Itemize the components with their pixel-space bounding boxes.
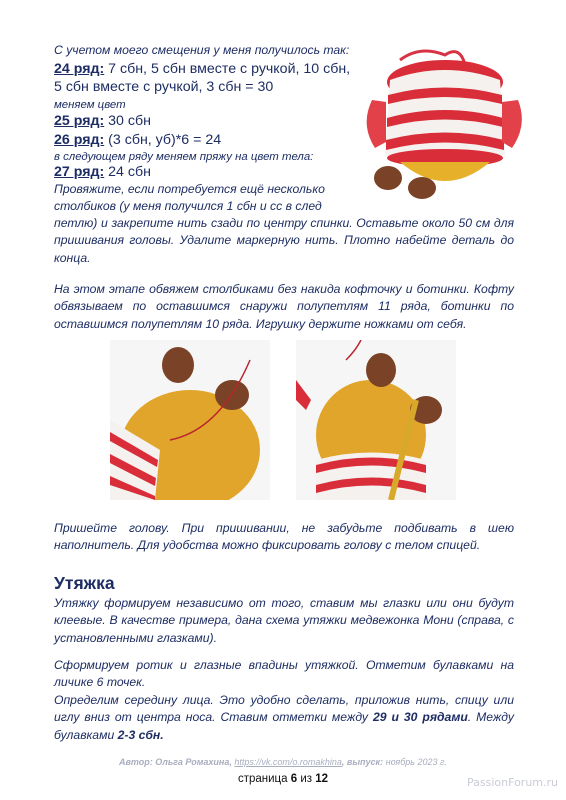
page-word: страница bbox=[237, 773, 288, 785]
row-26-label: 26 ряд: bbox=[54, 132, 105, 148]
paragraph-5b-mid: . Между булавками bbox=[54, 710, 514, 742]
paragraph-2: На этом этапе обвяжем столбиками без накида кофточку и ботинки. Кофту обвязываем по оставшимся снаружи полупетлям 11 ряда, ботинки по оставшимся полупетлям 10 ряда. Игрушку держите ножками от себя. bbox=[54, 282, 514, 331]
paragraph-5b-stitches: 2-3 сбн. bbox=[117, 727, 164, 742]
intro-text: С учетом моего смещения у меня получилось так: bbox=[54, 43, 350, 57]
row-25-label: 25 ряд: bbox=[54, 113, 105, 129]
footer-author-label: Автор: bbox=[119, 757, 153, 767]
section-heading: Утяжка bbox=[54, 573, 115, 593]
toy-body-illustration bbox=[360, 40, 525, 200]
paragraph-3: Пришейте голову. При пришивании, не забудьте подбивать в шею наполнитель. Для удобства можно фиксировать голову с телом спицей. bbox=[54, 521, 514, 553]
note-body-color: в следующем ряду меняем пряжу на цвет тела: bbox=[54, 151, 314, 163]
toy-right-illustration bbox=[296, 340, 456, 500]
footer-issue-label: , выпуск: bbox=[341, 757, 384, 767]
photo-left-crochet bbox=[110, 340, 270, 500]
row-26-text: (3 сбн, уб)*6 = 24 bbox=[108, 132, 222, 148]
row-27-label: 27 ряд: bbox=[54, 164, 105, 180]
row-24-cont: 5 сбн вместе с ручкой, 3 сбн = 30 bbox=[54, 79, 274, 95]
footer-author-name: Ольга Ромахина, bbox=[155, 757, 232, 767]
row-27 bbox=[54, 163, 151, 182]
row-26 bbox=[54, 131, 221, 150]
toy-left-illustration bbox=[110, 340, 270, 500]
paragraph-4: Утяжку формируем независимо от того, ставим мы глазки или они будут клеевые. В качестве примера, дана схема утяжки медвежонка Мони (справа, с установленными глазками). bbox=[54, 596, 514, 645]
paragraph-1-line-1: Провяжите, если потребуется ещё несколько bbox=[54, 182, 325, 196]
paragraph-5b bbox=[54, 692, 514, 744]
page-current: 6 bbox=[290, 773, 298, 785]
paragraph-5b-pre: Определим середину лица. Это удобно сделать, приложив нить, спицу или иглу вниз от центра носа. Ставим отметки между bbox=[54, 693, 514, 725]
page-total: 12 bbox=[315, 773, 329, 785]
row-27-text: 24 сбн bbox=[108, 164, 151, 180]
photo-body-striped bbox=[360, 40, 525, 200]
row-25-text: 30 сбн bbox=[108, 113, 151, 129]
footer-link[interactable]: https://vk.com/o.romakhina bbox=[234, 757, 342, 767]
paragraph-5b-rows: 29 и 30 рядами bbox=[372, 710, 468, 725]
paragraph-5a: Сформируем ротик и глазные впадины утяжкой. Отметим булавками на личике 6 точек. bbox=[54, 658, 514, 690]
row-24-text: 7 сбн, 5 сбн вместе с ручкой, 10 сбн, bbox=[108, 61, 351, 77]
note-change-color: меняем цвет bbox=[54, 99, 126, 111]
watermark: PassionForum.ru bbox=[467, 776, 558, 789]
page-of-word: из bbox=[300, 773, 313, 785]
photo-right-crochet bbox=[296, 340, 456, 500]
paragraph-1-line-2: столбиков (у меня получился 1 сбн и сс в след bbox=[54, 199, 322, 213]
paragraph-1-rest: петлю) и закрепите нить сзади по центру спинки. Оставьте около 50 см для пришивания головы. Удалите маркерную нить. Плотно набейте деталь до конца. bbox=[54, 216, 514, 265]
row-25 bbox=[54, 112, 151, 131]
footer-credit bbox=[0, 757, 566, 767]
footer-issue: ноябрь 2023 г. bbox=[385, 757, 447, 767]
row-24 bbox=[54, 60, 350, 79]
row-24-label: 24 ряд: bbox=[54, 61, 105, 77]
